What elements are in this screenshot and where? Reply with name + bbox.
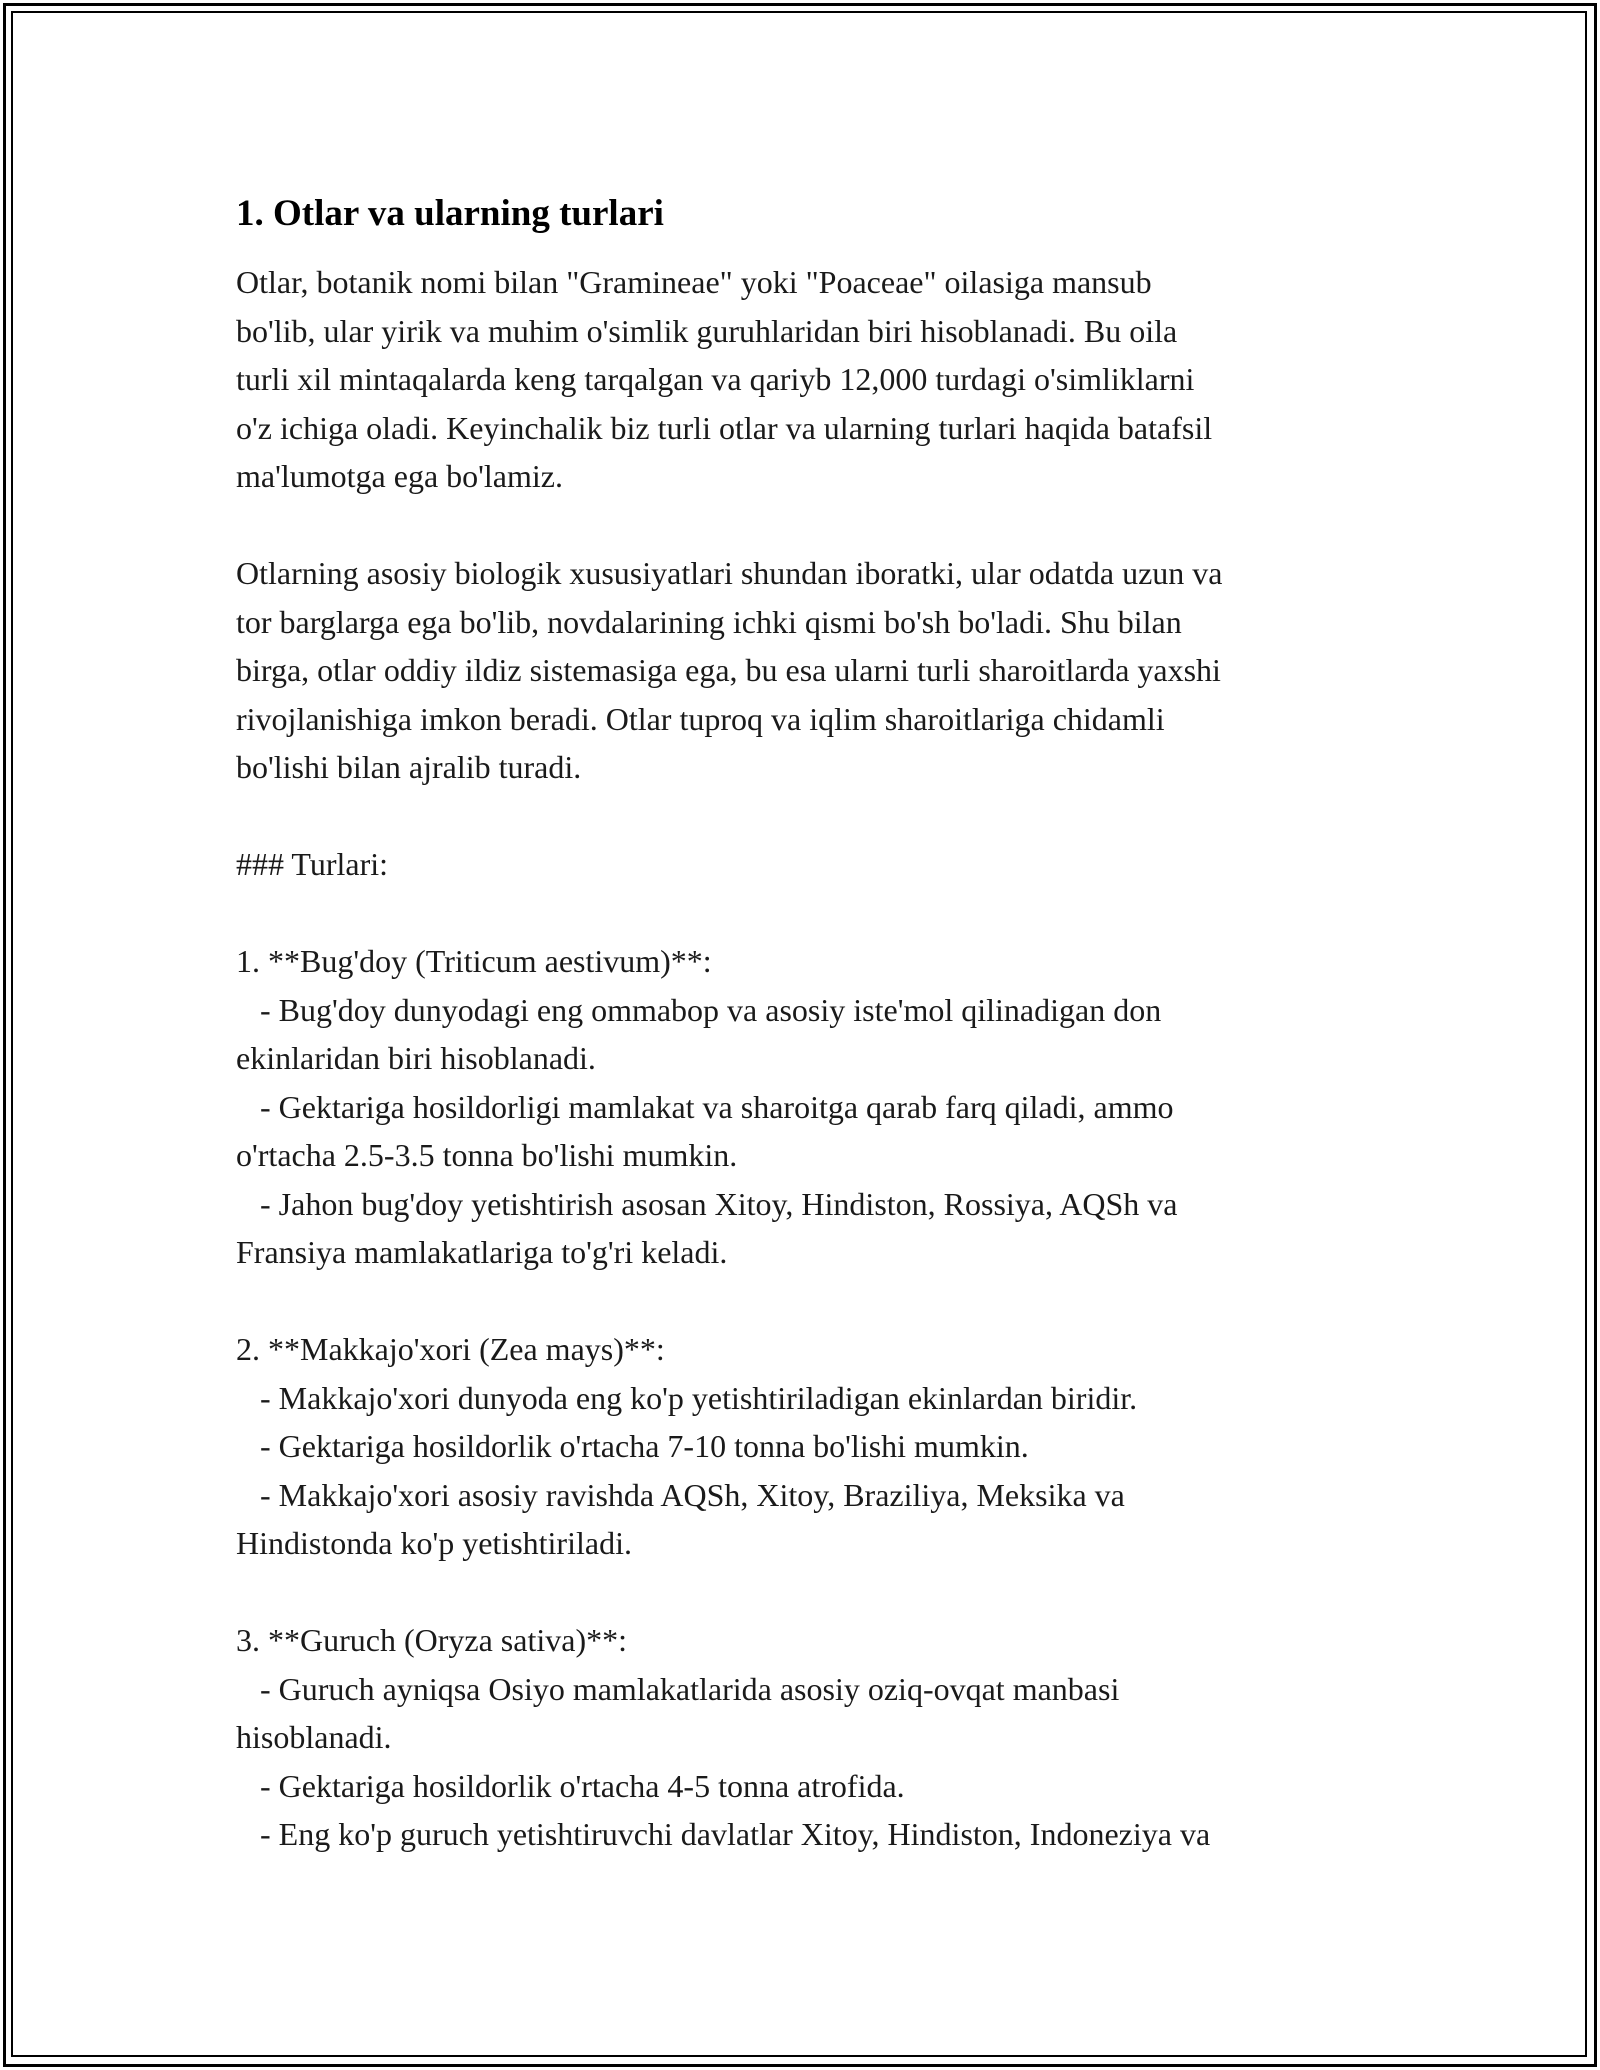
list-item-heading: 2. **Makkajo'xori (Zea mays)**:	[236, 1331, 665, 1367]
blank-line	[236, 1568, 1386, 1617]
blank-line	[236, 501, 1386, 550]
paragraph-line: ma'lumotga ega bo'lamiz.	[236, 458, 563, 494]
paragraph-line: birga, otlar oddiy ildiz sistemasiga ega, bu esa ularni turli sharoitlarda yaxshi	[236, 652, 1221, 688]
list-item-line: - Guruch ayniqsa Osiyo mamlakatlarida asosiy oziq-ovqat manbasi	[236, 1670, 1120, 1707]
document-title: 1. Otlar va ularning turlari	[236, 193, 664, 234]
list-item-heading: 1. **Bug'doy (Triticum aestivum)**:	[236, 943, 712, 979]
document-body	[236, 190, 1386, 1859]
paragraph-line: o'z ichiga oladi. Keyinchalik biz turli otlar va ularning turlari haqida batafsil	[236, 409, 1213, 446]
paragraph-line: tor barglarga ega bo'lib, novdalarining ichki qismi bo'sh bo'ladi. Shu bilan	[236, 603, 1182, 640]
list-item-line: - Gektariga hosildorlik o'rtacha 4-5 tonna atrofida.	[236, 1767, 905, 1804]
list-item-line: - Bug'doy dunyodagi eng ommabop va asosiy iste'mol qilinadigan don	[236, 991, 1162, 1028]
list-item-line: hisoblanadi.	[236, 1719, 392, 1755]
list-item-line: - Makkajo'xori dunyoda eng ko'p yetishtiriladigan ekinlardan biridir.	[236, 1379, 1138, 1416]
paragraph-line: bo'lib, ular yirik va muhim o'simlik guruhlaridan biri hisoblanadi. Bu oila	[236, 312, 1178, 349]
list-item-line: - Jahon bug'doy yetishtirish asosan Xitoy, Hindiston, Rossiya, AQSh va	[236, 1185, 1178, 1222]
blank-line	[236, 792, 1386, 841]
section-heading-line: ### Turlari:	[236, 846, 389, 882]
list-item-line: o'rtacha 2.5-3.5 tonna bo'lishi mumkin.	[236, 1137, 738, 1173]
list-item-line: - Eng ko'p guruch yetishtiruvchi davlatlar Xitoy, Hindiston, Indoneziya va	[236, 1816, 1211, 1852]
paragraph-line: rivojlanishiga imkon beradi. Otlar tuproq va iqlim sharoitlariga chidamli	[236, 700, 1165, 737]
paragraph-line: Otlar, botanik nomi bilan "Gramineae" yoki "Poaceae" oilasiga mansub	[236, 264, 1152, 300]
list-item-line: - Makkajo'xori asosiy ravishda AQSh, Xitoy, Braziliya, Meksika va	[236, 1476, 1125, 1513]
list-item-line: Hindistonda ko'p yetishtiriladi.	[236, 1525, 632, 1561]
list-item-line: Fransiya mamlakatlariga to'g'ri keladi.	[236, 1234, 728, 1270]
paragraph-line: bo'lishi bilan ajralib turadi.	[236, 749, 582, 785]
blank-line	[236, 889, 1386, 938]
paragraph-line: Otlarning asosiy biologik xususiyatlari shundan iboratki, ular odatda uzun va	[236, 555, 1223, 591]
list-item-line: - Gektariga hosildorlik o'rtacha 7-10 tonna bo'lishi mumkin.	[236, 1428, 1029, 1464]
list-item-line: ekinlaridan biri hisoblanadi.	[236, 1040, 596, 1076]
list-item-heading: 3. **Guruch (Oryza sativa)**:	[236, 1622, 627, 1658]
blank-line	[236, 1277, 1386, 1326]
paragraph-line: turli xil mintaqalarda keng tarqalgan va qariyb 12,000 turdagi o'simliklarni	[236, 361, 1195, 397]
list-item-line: - Gektariga hosildorligi mamlakat va sharoitga qarab farq qiladi, ammo	[236, 1088, 1174, 1125]
